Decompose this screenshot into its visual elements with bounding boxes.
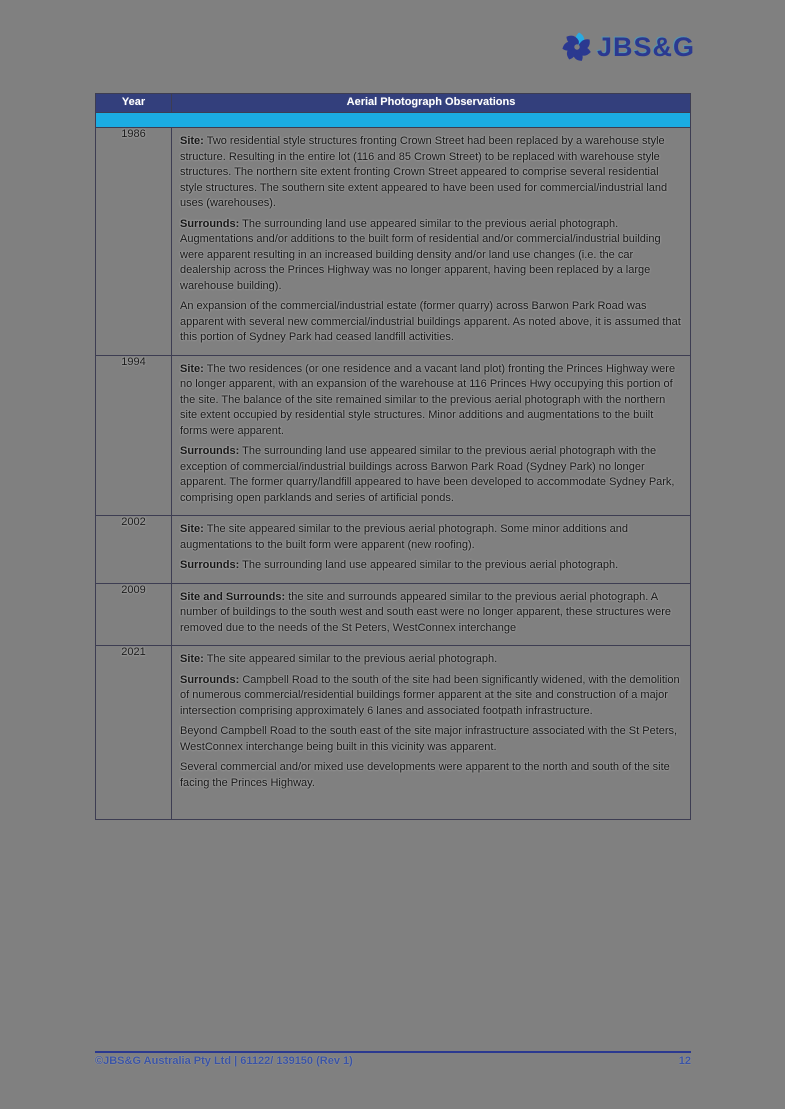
observation-paragraph: Surrounds: The surrounding land use appeared similar to the previous aerial photograph.: [180, 559, 619, 571]
observations-cell: [172, 583, 691, 646]
year-cell: 2009: [96, 583, 172, 646]
table-row: [96, 355, 691, 516]
logo-wordmark: JBS&G: [596, 31, 695, 62]
observations-column-header: Aerial Photograph Observations: [172, 94, 691, 113]
accent-bar: [96, 113, 691, 128]
observations-cell: [172, 646, 691, 820]
year-cell: 2021: [96, 646, 172, 820]
observation-paragraph: Surrounds: The surrounding land use appeared similar to the previous aerial photograph with the exception of commercial/industrial buildings across Barwon Park Road (Sydney Park) no longer apparent. The former quarry/landfill appeared to have been developed to accommodate Sydney Park, comprising open parklands and series of artificial ponds.: [180, 445, 675, 504]
observation-paragraph: Site: The site appeared similar to the previous aerial photograph.: [180, 653, 498, 665]
observation-paragraph: Beyond Campbell Road to the south east of the site major infrastructure associated with the St Peters, WestConnex interchange being built in this vicinity was apparent.: [180, 725, 678, 753]
table-row: [96, 646, 691, 820]
observations-cell: [172, 355, 691, 516]
observation-paragraph: Several commercial and/or mixed use developments were apparent to the north and south of the site facing the Princes Highway.: [180, 761, 670, 789]
table-row: [96, 583, 691, 646]
observation-paragraph: Site: The site appeared similar to the previous aerial photograph. Some minor additions and augmentations to the built form were apparent (new roofing).: [180, 523, 629, 551]
observation-paragraph: An expansion of the commercial/industrial estate (former quarry) across Barwon Park Road was apparent with several new commercial/industrial buildings apparent. As noted above, it is assumed that this portion of Sydney Park had ceased landfill activities.: [180, 300, 681, 343]
year-cell: 2002: [96, 516, 172, 584]
table-header-row: [96, 94, 691, 113]
year-cell: 1986: [96, 128, 172, 356]
aerial-observations-table: [95, 93, 691, 820]
pinwheel-icon: [560, 30, 594, 64]
observation-paragraph: Site: The two residences (or one residence and a vacant land plot) fronting the Princes Highway were no longer apparent, with an expansion of the warehouse at 116 Princes Hwy occupying this portion of the site. The balance of the site remained similar to the previous aerial photograph with the northern site extent occupied by residential style structures. Minor additions and augmentations to the built forms were apparent.: [180, 362, 676, 437]
observation-paragraph: Surrounds: The surrounding land use appeared similar to the previous aerial photograph. Augmentations and/or additions to the built form of residential and/or commercial/industrial building were apparent resulting in an increased building density and/or land use changes (i.e. the car dealership across the Princes Highway was no longer apparent, having been replaced by a large warehouse building).: [180, 217, 661, 292]
accent-divider-row: [96, 113, 691, 128]
table-body: [96, 128, 691, 820]
year-cell: 1994: [96, 355, 172, 516]
observation-paragraph: Site: Two residential style structures fronting Crown Street had been replaced by a warehouse style structure. Resulting in the entire lot (116 and 85 Crown Street) to be replaced with warehouse style structures. The northern site extent fronting Crown Street appeared to comprise several residential style structures. The southern site extent appeared to have been used for commercial/industrial land uses (warehouses).: [180, 135, 668, 209]
observation-paragraph: Site and Surrounds: the site and surrounds appeared similar to the previous aerial photograph. A number of buildings to the south west and south east were no longer apparent, these structures were removed due to the needs of the St Peters, WestConnex interchange: [180, 590, 672, 634]
table-row: [96, 516, 691, 584]
year-column-header: Year: [96, 94, 172, 113]
observation-paragraph: Surrounds: Campbell Road to the south of the site had been significantly widened, with the demolition of numerous commercial/residential buildings former apparent at the site and construction of a major intersection comprising approximately 6 lanes and associated footpath infrastructure.: [180, 673, 680, 717]
company-logo: [560, 30, 695, 64]
table-row: [96, 128, 691, 356]
observations-cell: [172, 516, 691, 584]
footer-document-reference: ©JBS&G Australia Pty Ltd | 61122/ 139150 (Rev 1): [95, 1055, 353, 1067]
observations-cell: [172, 128, 691, 356]
page-footer: [95, 1051, 691, 1067]
footer-page-number: 12: [678, 1055, 691, 1067]
